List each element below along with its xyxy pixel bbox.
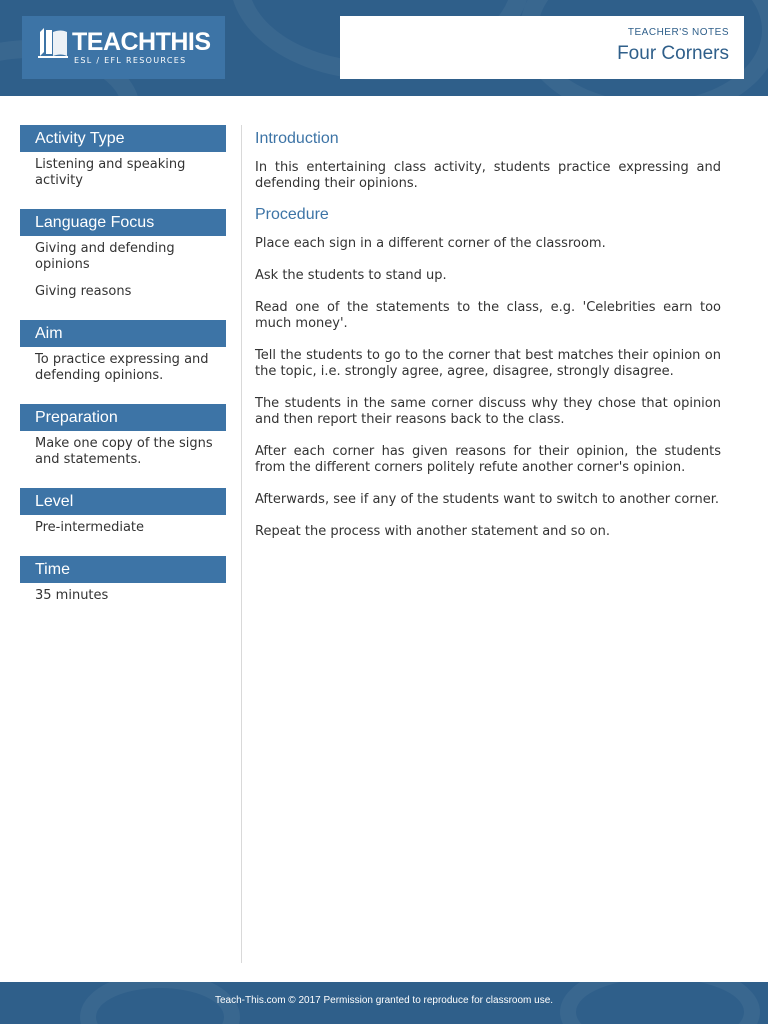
open-book-icon: [36, 26, 70, 60]
level-value: Pre-intermediate: [35, 520, 145, 535]
introduction-heading: Introduction: [255, 130, 339, 147]
info-sidebar: [20, 125, 226, 624]
procedure-heading: Procedure: [255, 206, 329, 223]
copyright-notice: Teach-This.com © 2017 Permission granted to reproduce for classroom use.: [214, 995, 554, 1006]
activity-type-heading: Activity Type: [20, 125, 226, 152]
aim-value: To practice expressing and defending opinions.: [35, 352, 209, 383]
page-footer: [0, 982, 768, 1024]
procedure-step: Afterwards, see if any of the students want to switch to another corner.: [255, 492, 719, 507]
teachers-notes-label: TEACHER'S NOTES: [627, 27, 729, 38]
language-focus-item: Giving and defending opinions: [35, 241, 175, 272]
procedure-step: Repeat the process with another statement and so on.: [255, 524, 610, 539]
teachthis-logo[interactable]: [22, 16, 225, 79]
language-focus-heading: Language Focus: [20, 209, 226, 236]
page-header: [0, 0, 768, 96]
procedure-step: Place each sign in a different corner of the classroom.: [255, 236, 606, 251]
activity-type-section: [20, 125, 226, 189]
main-content: [255, 130, 721, 556]
logo-title: TEACHTHIS: [72, 28, 211, 56]
procedure-step: Ask the students to stand up.: [255, 268, 447, 283]
time-value: 35 minutes: [35, 588, 109, 603]
procedure-step: After each corner has given reasons for their opinion, the students from the different corners politely refute another corner's opinion.: [255, 444, 721, 475]
preparation-value: Make one copy of the signs and statements.: [35, 436, 213, 467]
level-section: [20, 488, 226, 536]
procedure-step: Tell the students to go to the corner that best matches their opinion on the topic, i.e. strongly agree, agree, disagree, strongly disagree.: [255, 348, 721, 379]
column-divider: [241, 125, 242, 963]
logo-subtitle: ESL / EFL RESOURCES: [74, 56, 187, 65]
time-heading: Time: [20, 556, 226, 583]
aim-section: [20, 320, 226, 384]
language-focus-section: [20, 209, 226, 300]
activity-type-value: Listening and speaking activity: [35, 157, 186, 188]
page-title: Four Corners: [617, 43, 729, 64]
level-heading: Level: [20, 488, 226, 515]
preparation-heading: Preparation: [20, 404, 226, 431]
time-section: [20, 556, 226, 604]
language-focus-item: Giving reasons: [35, 284, 132, 299]
aim-heading: Aim: [20, 320, 226, 347]
procedure-step: The students in the same corner discuss why they chose that opinion and then report their reasons back to the class.: [255, 396, 721, 427]
introduction-text: In this entertaining class activity, students practice expressing and defending their opinions.: [255, 160, 721, 191]
procedure-step: Read one of the statements to the class, e.g. 'Celebrities earn too much money'.: [255, 300, 721, 331]
preparation-section: [20, 404, 226, 468]
title-panel: [340, 16, 744, 79]
